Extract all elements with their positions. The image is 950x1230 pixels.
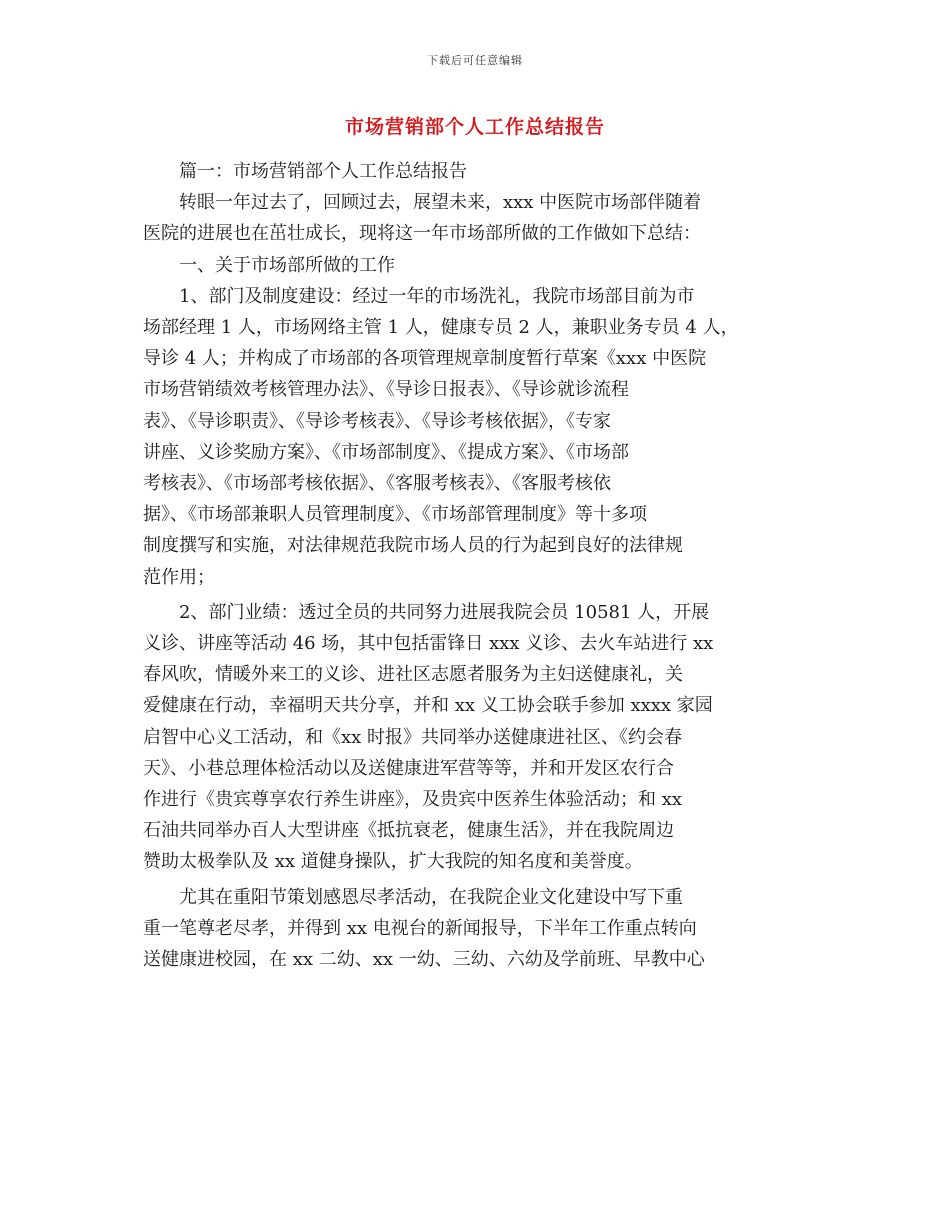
text-line: 启智中心义工活动，和《xx 时报》共同举办送健康进社区、《约会春 [143,726,683,748]
page-header: 下载后可任意编辑 [427,54,523,67]
document-body [143,156,807,975]
text-line: 一、关于市场部所做的工作 [143,254,395,276]
text-line: 义诊、讲座等活动 46 场，其中包括雷锋日 xxx 义诊、去火车站进行 xx [143,633,714,655]
text-line: 尤其在重阳节策划感恩尽孝活动，在我院企业文化建设中写下重 [143,886,683,908]
text-line: 场部经理 1 人，市场网络主管 1 人，健康专员 2 人，兼职业务专员 4 人， [143,317,739,339]
document-title: 市场营销部个人工作总结报告 [344,116,605,138]
text-line: 天》、小巷总理体检活动以及送健康进军营等等，并和开发区农行合 [143,757,674,779]
text-line: 讲座、义诊奖励方案》、《市场部制度》、《提成方案》、《市场部 [143,441,629,463]
text-line: 2、部门业绩：透过全员的共同努力进展我院会员 10581 人，开展 [143,601,710,623]
text-line: 春风吹，情暖外来工的义诊、进社区志愿者服务为主妇送健康礼，关 [143,664,683,686]
text-line: 表》、《导诊职责》、《导诊考核表》、《导诊考核依据》，《专家 [143,410,611,432]
text-line: 医院的进展也在茁壮成长，现将这一年市场部所做的工作做如下总结： [143,223,701,245]
text-line: 作进行《贵宾尊享农行养生讲座》，及贵宾中医养生体验活动；和 xx [143,789,683,811]
text-line: 市场营销绩效考核管理办法》、《导诊日报表》、《导诊就诊流程 [143,379,629,401]
text-line: 考核表》、《市场部考核依据》、《客服考核表》、《客服考核依 [143,473,611,495]
text-line: 范作用； [143,566,215,588]
text-line: 石油共同举办百人大型讲座《抵抗衰老，健康生活》，并在我院周边 [143,820,674,842]
text-line: 篇一：市场营销部个人工作总结报告 [143,161,467,182]
text-line: 据》、《市场部兼职人员管理制度》、《市场部管理制度》等十多项 [143,504,647,526]
text-line: 制度撰写和实施，对法律规范我院市场人员的行为起到良好的法律规 [143,535,683,557]
text-line: 1、部门及制度建设：经过一年的市场洗礼，我院市场部目前为市 [143,285,695,307]
text-line: 重一笔尊老尽孝，并得到 xx 电视台的新闻报导，下半年工作重点转向 [143,917,697,939]
text-line: 赞助太极拳队及 xx 道健身操队，扩大我院的知名度和美誉度。 [143,851,643,873]
text-line: 导诊 4 人；并构成了市场部的各项管理规章制度暂行草案《xxx 中医院 [143,348,707,370]
text-line: 送健康进校园，在 xx 二幼、xx 一幼、三幼、六幼及学前班、早教中心 [143,949,705,971]
text-line: 转眼一年过去了，回顾过去，展望未来，xxx 中医院市场部伴随着 [143,192,702,214]
text-line: 爱健康在行动，幸福明天共分享，并和 xx 义工协会联手参加 xxxx 家园 [143,695,713,717]
